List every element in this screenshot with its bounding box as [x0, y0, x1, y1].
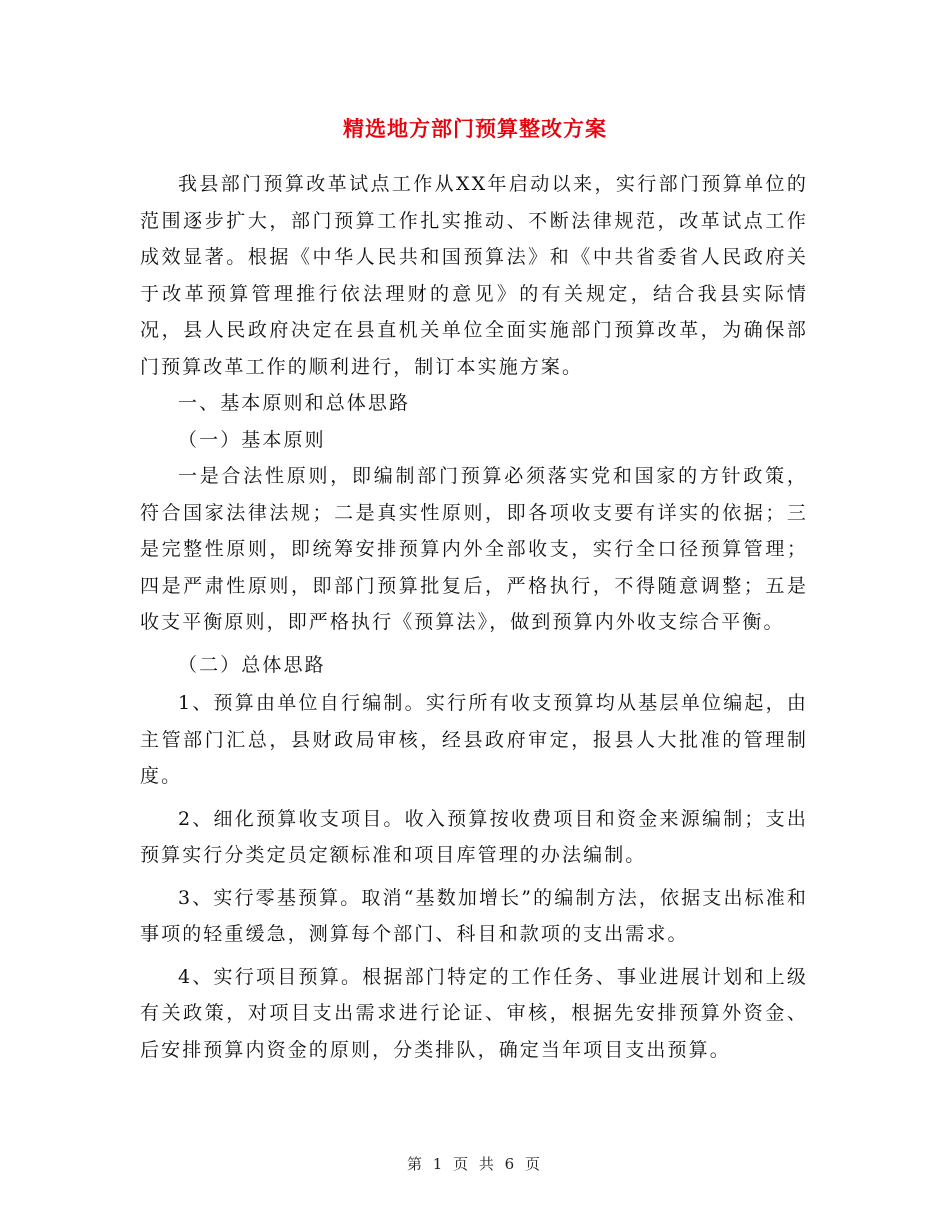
approach-item-3: 3、实行零基预算。取消“基数加增长”的编制方法，依据支出标准和事项的轻重缓急，测算每个部门、科目和款项的支出需求。 [140, 886, 808, 945]
page-number-footer: 第 1 页 共 6 页 [407, 1155, 543, 1173]
subsection-heading-overall-approach: （二）总体思路 [178, 653, 326, 676]
principles-paragraph: 一是合法性原则，即编制部门预算必须落实党和国家的方针政策，符合国家法律法规；二是真实性原则，即各项收支要有详实的依据；三是完整性原则，即统筹安排预算内外全部收支，实行全口径预算管理；四是严肃性原则，即部门预算批复后，严格执行，不得随意调整；五是收支平衡原则，即严格执行《预算法》，做到预算内外收支综合平衡。 [140, 465, 808, 633]
document-body [140, 166, 808, 1068]
document-title: 精选地方部门预算整改方案 [343, 116, 607, 141]
approach-item-1: 1、预算由单位自行编制。实行所有收支预算均从基层单位编起，由主管部门汇总，县财政局审核，经县政府审定，报县人大批准的管理制度。 [140, 692, 808, 787]
section-heading-1: 一、基本原则和总体思路 [178, 392, 411, 414]
approach-item-4: 4、实行项目预算。根据部门特定的工作任务、事业进展计划和上级有关政策，对项目支出需求进行论证、审核，根据先安排预算外资金、后安排预算内资金的原则，分类排队，确定当年项目支出预算。 [140, 965, 808, 1061]
subsection-heading-basic-principles: （一）基本原则 [178, 428, 326, 451]
intro-paragraph: 我县部门预算改革试点工作从XX年启动以来，实行部门预算单位的范围逐步扩大，部门预算工作扎实推动、不断法律规范，改革试点工作成效显著。根据《中华人民共和国预算法》和《中共省委省人民政府关于改革预算管理推行依法理财的意见》的有关规定，结合我县实际情况，县人民政府决定在县直机关单位全面实施部门预算改革，为确保部门预算改革工作的顺利进行，制订本实施方案。 [140, 173, 808, 378]
approach-item-2: 2、细化预算收支项目。收入预算按收费项目和资金来源编制；支出预算实行分类定员定额标准和项目库管理的办法编制。 [140, 807, 808, 866]
